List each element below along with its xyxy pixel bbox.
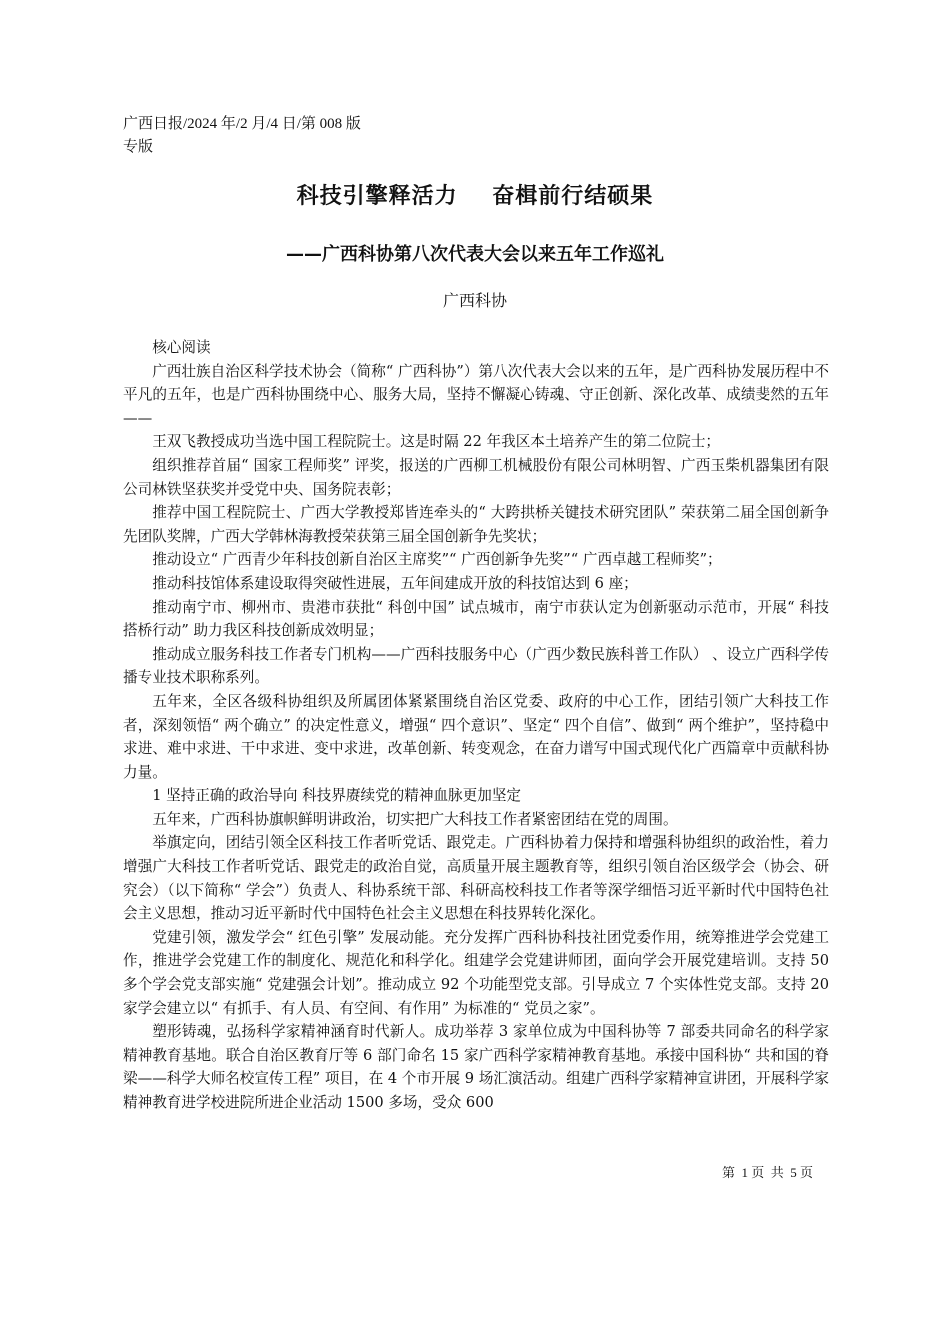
article-body [123,336,829,1115]
paragraph: 五年来，全区各级科协组织及所属团体紧紧围绕自治区党委、政府的中心工作，团结引领广大科技工作者，深刻领悟“ 两个确立” 的决定性意义，增强“ 四个意识”、坚定“ 四个自信”、做到“ 两个维护”，坚持稳中求进、难中求进、干中求进、变中求进，改革创新、转变观念，在奋力谱写中国式现代化广西篇章中贡献科协力量。 [123,692,829,781]
paragraph: 组织推荐首届“ 国家工程师奖” 评奖，报送的广西柳工机械股份有限公司林明智、广西玉柴机器集团有限公司林铁坚获奖并受党中央、国务院表彰； [123,456,829,498]
paragraph: 举旗定向，团结引领全区科技工作者听党话、跟党走。广西科协着力保持和增强科协组织的政治性，着力增强广大科技工作者听党话、跟党走的政治自觉，高质量开展主题教育等，组织引领自治区级学会（协会、研究会）（以下简称“ 学会”）负责人、科协系统干部、科研高校科技工作者等深学细悟习近平新时代中国特色社会主义思想，推动习近平新时代中国特色社会主义思想在科技界转化深化。 [123,834,829,923]
paragraph: 推荐中国工程院院士、广西大学教授郑皆连牵头的“ 大跨拱桥关键技术研究团队” 荣获第二届全国创新争先团队奖牌，广西大学韩林海教授荣获第三届全国创新争先奖状； [123,504,829,545]
page-indicator: 第 1 页 共 5 页 [721,1165,813,1180]
paragraph: 五年来，广西科协旗帜鲜明讲政治，切实把广大科技工作者紧密团结在党的周围。 [152,810,678,828]
article-title: 科技引擎释活力 奋楫前行结硕果 [296,184,654,209]
paragraph: 推动科技馆体系建设取得突破性进展，五年间建成开放的科技馆达到 6 座； [152,574,638,592]
source-line: 广西日报/2024 年/2 月/4 日/第 008 版专版 [123,116,361,155]
article-subtitle: ——广西科协第八次代表大会以来五年工作巡礼 [286,244,664,265]
paragraph: 推动成立服务科技工作者专门机构——广西科技服务中心（广西少数民族科普工作队） 、设立广西科学传播专业技术职称系列。 [123,645,829,687]
paragraph: 塑形铸魂，弘扬科学家精神涵育时代新人。成功举荐 3 家单位成为中国科协等 7 部委共同命名的科学家精神教育基地。联合自治区教育厅等 6 部门命名 15 家广西科学家精神教育基地。承接中国科协“ 共和国的脊梁——科学大师名校宣传工程” 项目，在 4 个市开展 9 场汇演活动。组建广西科学家精神宣讲团，开展科学家精神教育进学校进院所进企业活动 1500 多场，受众 600 [123,1023,829,1111]
section-label: 核心阅读 [152,339,211,356]
paragraph: 推动南宁市、柳州市、贵港市获批“ 科创中国” 试点城市，南宁市获认定为创新驱动示范市，开展“ 科技搭桥行动” 助力我区科技创新成效明显； [123,598,829,640]
paragraph: 党建引领，激发学会“ 红色引擎” 发展动能。充分发挥广西科协科技社团党委作用，统筹推进学会党建工作，推进学会党建工作的制度化、规范化和科学化。组建学会党建讲师团，面向学会开展党建培训。支持 50 多个学会党支部实施“ 党建强会计划”。推动成立 92 个功能型党支部。引导成立 7 个实体性党支部。支持 20 家学会建立以“ 有抓手、有人员、有空间、有作用” 为标准的“ 党员之家”。 [123,928,829,1017]
paragraph: 王双飞教授成功当选中国工程院院士。这是时隔 22 年我区本土培养产生的第二位院士； [152,433,721,451]
section-heading: 1 坚持正确的政治导向 科技界赓续党的精神血脉更加坚定 [152,787,522,805]
paragraph: 推动设立“ 广西青少年科技创新自治区主席奖”“ 广西创新争先奖”“ 广西卓越工程师奖”； [152,551,722,569]
paragraph: 广西壮族自治区科学技术协会（简称“ 广西科协”）第八次代表大会以来的五年，是广西科协发展历程中不平凡的五年，也是广西科协围绕中心、服务大局，坚持不懈凝心铸魂、守正创新、深化改革、成绩斐然的五年—— [123,362,829,427]
article-author: 广西科协 [442,291,507,310]
